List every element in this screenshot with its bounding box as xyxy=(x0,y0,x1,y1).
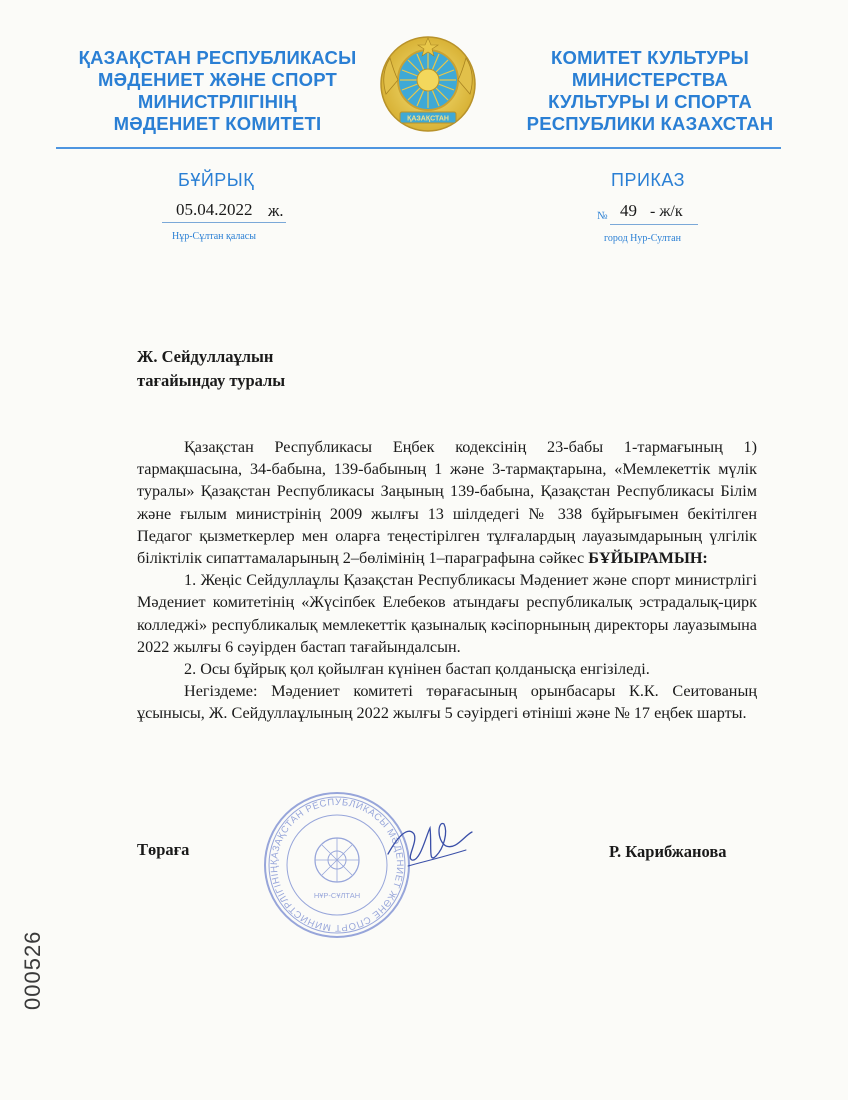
header-left-line: МӘДЕНИЕТ КОМИТЕТІ xyxy=(113,113,322,134)
city-russian: город Нур-Султан xyxy=(604,233,681,244)
signatory-position: Төраға xyxy=(137,840,190,859)
item-2: 2. Осы бұйрық қол қойылған күнінен бастап қолданысқа енгізіледі. xyxy=(184,660,650,679)
header-right-line: РЕСПУБЛИКИ КАЗАХСТАН xyxy=(526,113,774,134)
serial-number: 000526 xyxy=(20,930,45,1010)
header-right-line: КОМИТЕТ КУЛЬТУРЫ xyxy=(551,47,749,68)
header-left-line: МӘДЕНИЕТ ЖӘНЕ СПОРТ xyxy=(97,69,338,90)
header-left-line: МИНИСТРЛІГІНІҢ xyxy=(137,91,298,112)
emblem-text: ҚАЗАҚСТАН xyxy=(407,115,449,123)
doc-type-russian: ПРИКАЗ xyxy=(611,170,686,190)
stamp-inner-text: НҰР-СҰЛТАН xyxy=(313,891,361,900)
number-sign: № xyxy=(597,210,608,222)
header-left-line: ҚАЗАҚСТАН РЕСПУБЛИКАСЫ xyxy=(78,47,357,68)
header-kazakh-org xyxy=(55,47,380,135)
header-divider xyxy=(56,147,781,149)
signatory-name: Р. Карибжанова xyxy=(609,842,727,861)
number-value: 49 xyxy=(620,201,637,220)
title-line: Ж. Сейдуллаұлын xyxy=(137,347,274,366)
city-kazakh: Нұр-Сұлтан қаласы xyxy=(172,231,256,242)
basis-paragraph: Негіздеме: Мәдениет комитеті төрағасының орынбасары К.К. Сеитованың ұсынысы, Ж. Сейдуллаұлының 2022 жылғы 5 сәуірдегі өтініші және № 17 еңбек шарты. xyxy=(137,682,757,723)
handwritten-signature xyxy=(378,806,478,876)
order-word: БҰЙЫРАМЫН: xyxy=(588,549,708,568)
date-value: 05.04.2022 xyxy=(176,200,253,219)
header-right-line: КУЛЬТУРЫ И СПОРТА xyxy=(548,91,752,112)
state-emblem xyxy=(372,34,484,134)
order-title xyxy=(137,345,285,393)
title-line: тағайындау туралы xyxy=(137,371,286,390)
preamble-text: Қазақстан Республикасы Еңбек кодексінің 23-бабы 1-тармағының 1) тармақшасына, 34-бабына, 139-бабының 1 және 3-тармақтарына, «Мемлекеттік мүлік туралы» Қазақстан Республикасы Заңының 139-бабына, Қазақстан Республикасы Білім және ғылым министрінің 2009 жылғы 13 шілдедегі № 338 бұйрығымен бекітілген Педагог қызметкерлер мен оларға теңестірілген тұлғалардың лауазымдарының үлгілік біліктілік сипаттамаларының 2–бөлімінің 1–параграфына сәйкес xyxy=(137,438,757,568)
date-suffix: ж. xyxy=(268,201,284,220)
header-russian-org xyxy=(505,47,795,135)
number-suffix: - ж/к xyxy=(650,203,683,220)
preamble-paragraph xyxy=(137,436,757,569)
item-1: 1. Жеңіс Сейдуллаұлы Қазақстан Республикасы Мәдениет және спорт министрлігі Мәдениет комитетінің «Жүсіпбек Елебеков атындағы республикалық эстрадалық-цирк колледжі» республикалық мемлекеттік қазыналық кәсіпорнының директоры лауазымына 2022 жылғы 6 сәуірден бастап тағайындалсын. xyxy=(137,571,757,656)
doc-type-kazakh: БҰЙРЫҚ xyxy=(178,170,255,190)
header-right-line: МИНИСТЕРСТВА xyxy=(571,69,729,90)
order-body xyxy=(137,436,757,725)
stamp-outer-text: ҚАЗАҚСТАН РЕСПУБЛИКАСЫ МӘДЕНИЕТ ЖӘНЕ СПОРТ МИНИСТРЛІГІНІҢ xyxy=(268,796,406,934)
